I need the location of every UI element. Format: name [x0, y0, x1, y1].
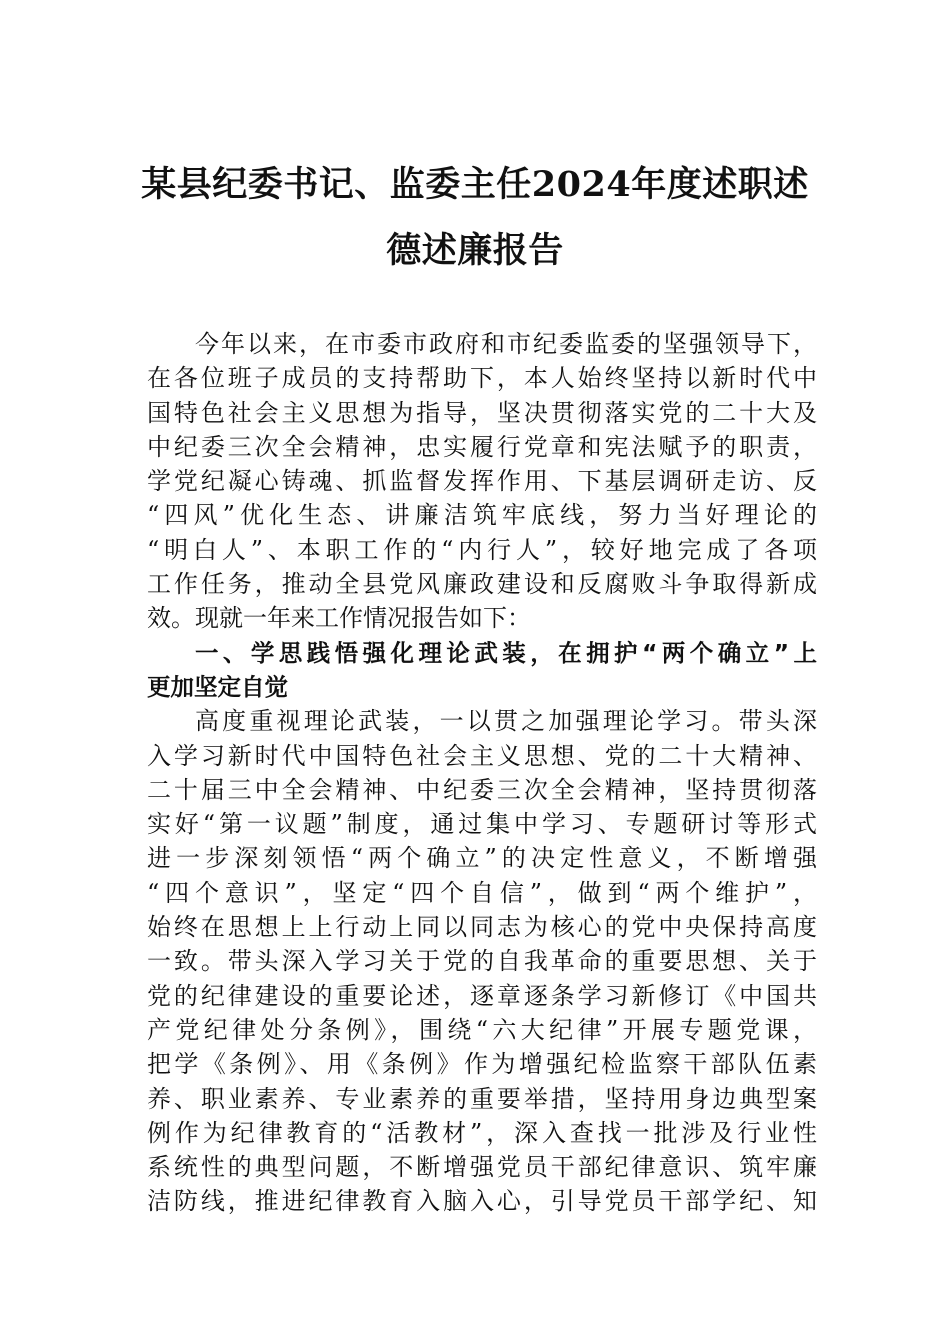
paragraph-line: 学党纪凝心铸魂、抓监督发挥作用、下基层调研走访、反: [147, 467, 817, 496]
paragraph-line: 中纪委三次全会精神，忠实履行党章和宪法赋予的职责，: [147, 432, 817, 461]
paragraph-line: 洁防线，推进纪律教育入脑入心，引导党员干部学纪、知: [147, 1187, 817, 1216]
paragraph-line: “四风”优化生态、讲廉洁筑牢底线，努力当好理论的: [147, 501, 817, 530]
paragraph-line: 效。现就一年来工作情况报告如下：: [147, 604, 531, 633]
paragraph-line: 系统性的典型问题，不断增强党员干部纪律意识、筑牢廉: [147, 1153, 817, 1182]
heading-line: 一、学思践悟强化理论武装，在拥护“两个确立”上: [195, 638, 817, 667]
paragraph-line: 高度重视理论武装，一以贯之加强理论学习。带头深: [195, 707, 817, 736]
document-title-line-2: 德述廉报告: [386, 230, 564, 271]
paragraph-line: 产党纪律处分条例》，围绕“六大纪律”开展专题党课，: [147, 1015, 817, 1044]
paragraph-line: 把学《条例》、用《条例》作为增强纪检监察干部队伍素: [147, 1050, 817, 1079]
paragraph-line: 工作任务，推动全县党风廉政建设和反腐败斗争取得新成: [147, 570, 817, 599]
paragraph-line: 入学习新时代中国特色社会主义思想、党的二十大精神、: [147, 741, 817, 770]
section-heading-1: [147, 636, 817, 705]
heading-line: 更加坚定自觉: [147, 672, 288, 701]
paragraph-line: “明白人”、本职工作的“内行人”，较好地完成了各项: [147, 535, 817, 564]
section-1-paragraph: [147, 704, 817, 1218]
paragraph-line: 国特色社会主义思想为指导，坚决贯彻落实党的二十大及: [147, 398, 817, 427]
intro-paragraph: [147, 327, 817, 636]
paragraph-line: 在各位班子成员的支持帮助下，本人始终坚持以新时代中: [147, 364, 817, 393]
paragraph-line: 养、职业素养、专业素养的重要举措，坚持用身边典型案: [147, 1084, 817, 1113]
paragraph-line: “四个意识”，坚定“四个自信”，做到“两个维护”，: [147, 878, 817, 907]
paragraph-line: 始终在思想上上行动上同以同志为核心的党中央保持高度: [147, 913, 817, 942]
paragraph-line: 进一步深刻领悟“两个确立”的决定性意义，不断增强: [147, 844, 817, 873]
document-body: [147, 327, 817, 1219]
paragraph-line: 一致。带头深入学习关于党的自我革命的重要思想、关于: [147, 947, 817, 976]
document-title-line-1: 某县纪委书记、监委主任2024年度述职述: [141, 164, 809, 205]
paragraph-line: 今年以来，在市委市政府和市纪委监委的坚强领导下，: [195, 330, 817, 358]
paragraph-line: 实好“第一议题”制度，通过集中学习、专题研讨等形式: [147, 810, 817, 839]
paragraph-line: 例作为纪律教育的“活教材”，深入查找一批涉及行业性: [147, 1118, 817, 1147]
paragraph-line: 二十届三中全会精神、中纪委三次全会精神，坚持贯彻落: [147, 775, 817, 804]
paragraph-line: 党的纪律建设的重要论述，逐章逐条学习新修订《中国共: [147, 981, 817, 1010]
